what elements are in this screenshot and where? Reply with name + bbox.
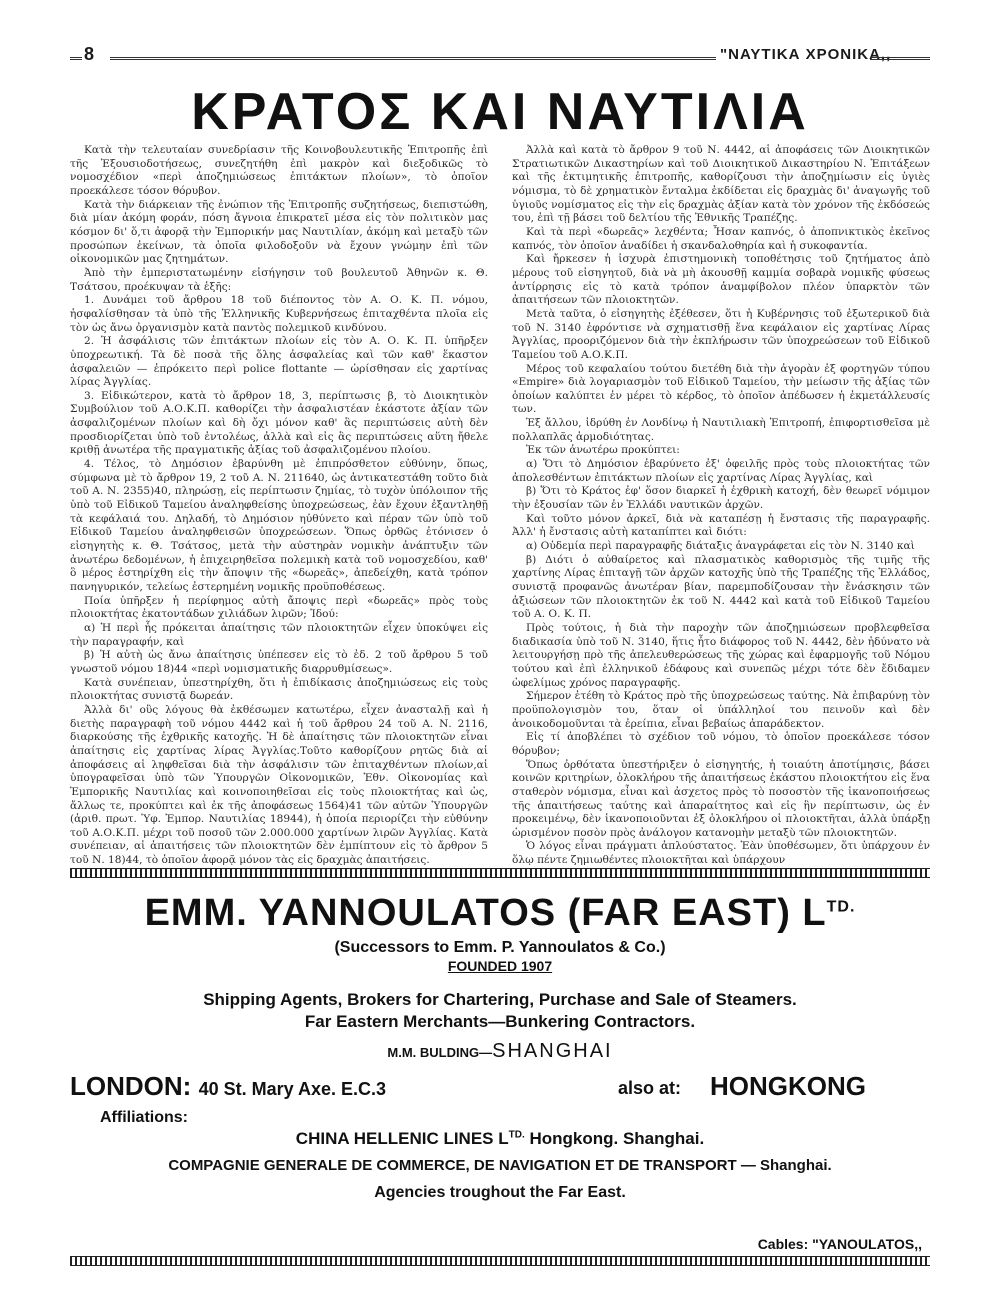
paragraph: β) Διότι ὁ αὐθαίρετος καὶ πλασματικὸς καθορισμὸς τῆς τιμῆς τῆς χαρτίνης Λίρας ἐπιταγῇ τῶν ἀρχῶν κατοχῆς ὑπὸ τῆς Τραπέζης τῆς Ἑλλάδος, συνιστᾷ προφανῶς ἀνωτέραν βίαν, παρεμποδίζουσαν τὴν ἔνάσκησιν τῶν ἀξιώσεων τῶν πλοιοκτητῶν ἐκ τοῦ Ν. 4442 καὶ κατὰ τοῦ Εἰδικοῦ Ταμείου τοῦ Α. Ο. Κ. Π. [512, 553, 930, 621]
ad-affiliation-1-suffix: TD. [508, 1129, 525, 1141]
ad-border-bottom [70, 1256, 930, 1266]
ad-services: Shipping Agents, Brokers for Chartering, Purchase and Sale of Steamers. [203, 990, 797, 1009]
ad-affiliations-label: Affiliations: [100, 1109, 188, 1126]
paragraph: α) Ἡ περὶ ἧς πρόκειται ἀπαίτησις τῶν πλοιοκτητῶν εἶχεν ὑποκύψει εἰς τὴν παραγραφήν, καὶ [70, 621, 488, 648]
paragraph: Εἰς τί ἀποβλέπει τὸ σχέδιον τοῦ νόμου, τὸ ὁποῖον προεκάλεσε τόσον θόρυβον; [512, 731, 930, 757]
paragraph: Κατὰ τὴν διάρκειαν τῆς ἐνώπιον τῆς Ἐπιτροπῆς συζητήσεως, διεπιστώθη, διὰ μίαν ἀκόμη φοράν, πόση ἄγνοια ἐπικρατεῖ μέσα εἰς τὸν πολιτικὸν μας κόσμον δι' ὅ,τι ἀφορᾷ τὴν Ἐμπορικήν μας Ναυτιλίαν, ἀκόμη καὶ μεταξὺ τῶν προσώπων ἐκείνων, τὰ ὁποῖα φιλοδοξοῦν νὰ ἔχουν γνώμην ἐπὶ τῶν οἰκονομικῶν μας ζητημάτων. [70, 198, 488, 266]
running-header [70, 40, 930, 76]
ad-hongkong: HONGKONG [710, 1071, 866, 1101]
header-rule-left [70, 57, 82, 60]
article-body [70, 144, 930, 950]
header-rule-middle [110, 57, 716, 60]
header-rule-right [870, 57, 930, 60]
paragraph: β) Ὅτι τὸ Κράτος ἐφ' ὅσον διαρκεῖ ἡ ἐχθρικὴ κατοχή, δὲν θεωρεῖ νόμιμον τὴν ἐξουσίαν τῶν ἐν Ἑλλάδι ναυτικῶν ἀρχῶν. [512, 485, 930, 512]
paragraph: Καὶ τοῦτο μόνον ἀρκεῖ, διὰ νὰ καταπέσῃ ἡ ἔνστασις τῆς παραγραφῆς. Ἀλλ' ἡ ἔνστασις αὐτὴ καταπίπτει καὶ διότι: [512, 512, 930, 539]
paragraph: β) Ἡ αὐτὴ ὡς ἄνω ἀπαίτησις ὑπέπεσεν εἰς τὸ ἐδ. 2 τοῦ ἄρθρου 5 τοῦ γνωστοῦ νόμου 18)44 «περὶ νομισματικῆς διαρρυθμίσεως». [70, 649, 488, 675]
paragraph: Ὁ λόγος εἶναι πράγματι ἁπλούστατος. Ἐὰν ὑποθέσωμεν, ὅτι ὑπάρχουν ἐν ὅλῳ πέντε ζημιωθέντες πλοιοκτῆται καὶ ὑπάρχουν [512, 840, 930, 867]
ad-london [70, 1071, 386, 1102]
paragraph: 2. Ἡ ἀσφάλισις τῶν ἐπιτάκτων πλοίων εἰς τὸν Α. Ο. Κ. Π. ὑπῆρξεν ὑποχρεωτική. Τὰ δὲ ποσὰ τῆς ὅλης ἀσφαλείας καὶ τῶν καθ' ἕκαστον ἀσφαλειῶν — ἐπρόκειτο περὶ police flottante — ὡρίσθησαν εἰς χαρτίνας λίρας Ἀγγλίας. [70, 335, 488, 389]
ad-also-at: also at: [618, 1078, 682, 1098]
ad-company-suffix: TD. [826, 898, 856, 916]
page-number: 8 [84, 44, 95, 64]
ad-company-text: EMM. YANNOULATOS (FAR EAST) L [144, 892, 827, 934]
paragraph: 1. Δυνάμει τοῦ ἄρθρου 18 τοῦ διέποντος τὸν Α. Ο. Κ. Π. νόμου, ἠσφαλίσθησαν τὰ ὑπὸ τῆς Ἑλληνικῆς Κυβερνήσεως ἐπιταχθέντα πλοῖα εἰς τὸν ὡς ἄνω ὀργανισμὸν κατὰ παντὸς πολεμικοῦ κινδύνου. [70, 294, 488, 334]
ad-body [70, 882, 930, 1252]
paragraph: Καὶ ἤρκεσεν ἡ ἰσχυρὰ ἐπιστημονικὴ τοποθέτησις τοῦ ζητήματος ἀπὸ μέρους τοῦ εἰσηγητοῦ, διὰ νὰ μὴ ἀκουσθῇ καμμία σοβαρὰ νομικῆς φύσεως ἀντίρρησις εἰς τὸ κατὰ τρόπον ἀναμφίβολον πλέον ὑπαρκτὸν τῶν ἀπαιτήσεων τῶν πλοιοκτητῶν. [512, 253, 930, 307]
right-column [512, 144, 930, 950]
ad-building-label: M.M. BULDING— [387, 1045, 493, 1060]
ad-cables: Cables: "YANOULATOS,, [757, 1236, 922, 1252]
article-title: ΚΡΑΤΟΣ ΚΑΙ ΝΑΥΤΙΛΙΑ [191, 83, 809, 141]
ad-building [70, 1040, 930, 1063]
paragraph: 4. Τέλος, τὸ Δημόσιον ἐβαρύνθη μὲ ἐπιπρόσθετον εὐθύνην, ὅπως, σύμφωνα μὲ τὸ ἄρθρον 19, 2 τοῦ Α. Ν. 211640, ὡς ἀντικατεστάθη τοῦτο διὰ τοῦ Α. Ν. 2355)40, πληρώσῃ, εἰς περίπτωσιν ζημίας, τὸ τυχὸν ὑπόλοιπον τῆς ὑπὸ τοῦ Εἰδικοῦ Ταμείου ἀναληφθείσης ὑποχρεώσεως, ἐὰν ἔχουν ἐξαντληθῇ τὰ κεφάλαιά του. Δηλαδή, τὸ Δημόσιον ηὐθύνετο καὶ πέραν τῶν ὑπὸ τοῦ Εἰδικοῦ Ταμείου ἀναληφθεισῶν ὑποχρεώσεων. Ὅπως ὀρθῶς ἐτόνισεν ὁ εἰσηγητὴς κ. Θ. Τσάτσος, μετὰ τὴν αὐστηρὰν νομικὴν ἀνάπτυξιν τῶν ἀνωτέρω δεδομένων, ἡ ἐπιχειρηθεῖσα πολεμικὴ κατὰ τοῦ νομοσχεδίου, καθ' ὃ μέρος ἐστηρίχθη εἰς τὴν ἄποψιν τῆς «δωρεᾶς», ἀπεδείχθη, κατὰ τρόπον πανηγυρικόν, τελείως ἐστερημένη νομικῆς προϋποθέσεως. [70, 458, 488, 593]
ad-affiliation-2: COMPAGNIE GENERALE DE COMMERCE, DE NAVIGATION ET DE TRANSPORT — Shanghai. [168, 1157, 832, 1174]
paragraph: Καὶ τὰ περὶ «δωρεᾶς» λεχθέντα; Ἦσαν καπνός, ὁ ἀποπνικτικὸς ἐκεῖνος καπνός, τὸν ὁποῖον ἀναδίδει ἡ σκανδαλοθηρία καὶ ἡ συκοφαντία. [512, 225, 930, 252]
paragraph: Κατὰ συνέπειαν, ὑπεστηρίχθη, ὅτι ἡ ἐπιδίκασις ἀποζημιώσεως εἰς τοὺς πλοιοκτήτας συνιστᾷ δωρεάν. [70, 676, 488, 703]
paragraph: Ποία ὑπῆρξεν ἡ περίφημος αὐτὴ ἄποψις περὶ «δωρεᾶς» πρὸς τοὺς πλοιοκτήτας ἑκατοντάδων χιλιάδων λιρῶν; Ἰδού: [70, 594, 488, 621]
ad-building-city: SHANGHAI [492, 1040, 613, 1062]
ad-merchants: Far Eastern Merchants—Bunkering Contractors. [304, 1012, 696, 1031]
left-column [70, 144, 488, 950]
paragraph: α) Οὐδεμία περὶ παραγραφῆς διάταξις ἀναγράφεται εἰς τὸν Ν. 3140 καὶ [526, 540, 915, 553]
ad-london-label: LONDON: [70, 1071, 192, 1101]
paragraph: Σήμερον ἐτέθη τὸ Κράτος πρὸ τῆς ὑποχρεώσεως ταύτης. Νὰ ἐπιβαρύνῃ τὸν προϋπολογισμὸν του, ὅταν οἱ ὑπάλληλοί του πεινοῦν καὶ δὲν ἀνοικοδομοῦνται τὰ ἐρείπια, εἶναι βεβαίως ἀπαράδεκτον. [512, 690, 930, 730]
ad-company-name [70, 892, 930, 935]
ad-affiliation-1-name: CHINA HELLENIC LINES L [295, 1129, 509, 1148]
paragraph: Πρὸς τούτοις, ἡ διὰ τὴν παροχὴν τῶν ἀποζημιώσεων προβλεφθεῖσα διαδικασία ὑπὸ τοῦ Ν. 3140, ἥτις ἦτο διάφορος τοῦ Ν. 4442, δὲν ἠδύνατο νὰ λειτουργήσῃ πρὸ τῆς ἀπελευθερώσεως τῆς χώρας καὶ ἐφαρμογῆς τοῦ Νόμου τούτου καὶ ἐπὶ ἑλληνικοῦ ἐδάφους καὶ συνεπῶς μέχρι τότε δὲν ἔδιδαμεν ὠφελίμως χρόνος παραγραφῆς. [512, 621, 930, 689]
paragraph: Μέρος τοῦ κεφαλαίου τούτου διετέθη διὰ τὴν ἀγορὰν ἐξ φορτηγῶν τύπου «Empire» διὰ λογαριασμὸν τοῦ Εἰδικοῦ Ταμείου, τὴν μείωσιν τῆς ἀξίας τῶν ὁποίων καλύπτει ἐν μέρει τὸ κέρδος, τὸ ὁποῖον ἀπέδωσεν ἡ ἐκμετάλλευσίς των. [512, 362, 930, 416]
paragraph: Ἀπὸ τὴν ἐμπεριστατωμένην εἰσήγησιν τοῦ βουλευτοῦ Ἀθηνῶν κ. Θ. Τσάτσου, προέκυψαν τὰ ἑξῆς: [70, 266, 488, 293]
ad-affiliation-1-places: Hongkong. Shanghai. [529, 1129, 705, 1148]
advertisement [70, 868, 930, 1266]
paragraph: α) Ὅτι τὸ Δημόσιον ἐβαρύνετο ἐξ' ὀφειλῆς πρὸς τοὺς πλοιοκτήτας τῶν ἀπολεσθέντων ἐπιτάκτων πλοίων εἰς χαρτίνας Λίρας Ἀγγλίας, καὶ [512, 458, 930, 484]
paragraph: Ἀλλὰ καὶ κατὰ τὸ ἄρθρον 9 τοῦ Ν. 4442, αἱ ἀποφάσεις τῶν Διοικητικῶν Στρατιωτικῶν Δικαστηρίων καὶ τοῦ Διοικητικοῦ Δικαστηρίου Ν. Ἐπιτάξεων καὶ τῆς ἐκτιμητικῆς ἐπιτροπῆς, καθορίζουσι τὴν ἀποζημίωσιν εἰς ὑγιὲς νόμισμα, τὸ δὲ χρηματικὸν ἔνταλμα ἐκδίδεται εἰς δραχμὰς δι' ἀναγωγῆς τοῦ ὑγιοῦς νομίσματος εἰς τὴν εἰς δραχμὰς ἀξίαν κατὰ τὸν χρόνον τῆς ἐκδόσεώς του, ἐπὶ τῇ βάσει τοῦ δελτίου τῆς Ἐθνικῆς Τραπέζης. [512, 144, 930, 225]
ad-founded: FOUNDED 1907 [447, 958, 553, 974]
ad-affiliation-1 [70, 1129, 930, 1149]
paragraph: Κατὰ τὴν τελευταίαν συνεδρίασιν τῆς Κοινοβουλευτικῆς Ἐπιτροπῆς ἐπὶ τῆς Ἐξουσιοδοτήσεως, συνεζητήθη ἐπὶ μακρὸν καὶ διεξοδικῶς τὸ νομοσχέδιον «περὶ ἀποζημιώσεως ἐπιτάκτων πλοίων», τὸ ὁποῖον προεκάλεσε τόσον θόρυβον. [70, 144, 488, 197]
paragraph: Ὅπως ὀρθότατα ὑπεστήριξεν ὁ εἰσηγητής, ἡ τοιαύτη ἀποτίμησις, βάσει κοινῶν κριτηρίων, ὁλοκλήρου τῆς ἀπαιτήσεως ἑκάστου πλοιοκτήτου εἰς ἕνα σταθερὸν νόμισμα, εἶναι καὶ ἀσχετος πρὸς τὸ ποσοστὸν τῆς ἱκανοποιήσεως τῆς ἀπαιτήσεως ταύτης καὶ ἀπαραίτητος καὶ εἰς ἣν περίπτωσιν, ὡς ἐν προκειμένῳ, δὲν ἱκανοποιοῦνται ἐξ ὁλοκλήρου οἱ πλοιοκτῆται, ἀλλὰ ὑπάρξῃ ὡρισμένον ποσὸν πρὸς ἀνάλογον κατανομὴν μεταξὺ τῶν πλοιοκτητῶν. [512, 758, 930, 839]
ad-offices [70, 1071, 930, 1107]
paragraph: Ἐκ τῶν ἀνωτέρω προκύπτει: [526, 444, 680, 457]
ad-london-address: 40 St. Mary Axe. E.C.3 [198, 1079, 386, 1099]
publication-name: "ΝΑΥΤΙΚΑ ΧΡΟΝΙΚΑ,, [720, 46, 892, 63]
ad-successors: (Successors to Emm. P. Yannoulatos & Co.) [334, 939, 666, 956]
paragraph: 3. Εἰδικώτερον, κατὰ τὸ ἄρθρον 18, 3, περίπτωσις β, τὸ Διοικητικὸν Συμβούλιον τοῦ Α.Ο.Κ.Π. καθορίζει τὴν ἀσφαλιστέαν ἑκάστοτε ἀξίαν τῶν ἀσφαλιζομένων πλοίων καὶ δὴ ὄχι μόνον καθ' ἃς περιπτώσεις αὐτὴ δὲν προσδιορίζεται ὑπὸ τοῦ ἐντολέως, ἀλλὰ καὶ εἰς ἃς περιπτώσεις αὕτη ἤθελε κριθῇ ἀνωτέρα τῆς πραγματικῆς ἀξίας τοῦ ἀσφαλιζομένου πλοίου. [70, 389, 488, 457]
newspaper-page [70, 40, 930, 950]
ad-agencies: Agencies troughout the Far East. [374, 1184, 626, 1201]
paragraph: Μετὰ ταῦτα, ὁ εἰσηγητὴς ἐξέθεσεν, ὅτι ἡ Κυβέρνησις τοῦ ἐξωτερικοῦ διὰ τοῦ Ν. 3140 ἐφρόντισε νὰ σχηματισθῇ ἕνα κεφάλαιον εἰς χαρτίνας Λίρας Ἀγγλίας, προοριζόμενον διὰ τὴν ἐκπλήρωσιν τῶν ὑποχρεώσεων τοῦ Εἰδικοῦ Ταμείου τοῦ Α.Ο.Κ.Π. [512, 307, 930, 361]
paragraph: Ἀλλὰ δι' οὓς λόγους θὰ ἐκθέσωμεν κατωτέρω, εἶχεν ἀνασταλῇ καὶ ἡ διετὴς παραγραφὴ τοῦ νόμου 4442 καὶ ἡ τοῦ ἄρθρου 24 τοῦ Α. Ν. 2116, διαρκούσης τῆς ἐχθρικῆς κατοχῆς. Ἡ δὲ ἀπαίτησις τῶν πλοιοκτητῶν εἶναι ἀπαίτησις εἰς χαρτίνας λίρας Ἀγγλίας.Τοῦτο καθορίζουν ρητῶς διὰ αἱ ἀποφάσεις αἱ ληφθεῖσαι διὰ τὴν ἀσφάλισιν τῶν ἐπιταχθέντων πλοίων,αἱ ὑπογραφεῖσαι ὑπὸ τῶν Ὑπουργῶν Οἰκονομικῶν, Ἐθν. Οἰκονομίας καὶ Ἐμπορικῆς Ναυτιλίας καὶ κοινοποιηθεῖσαι εἰς τοὺς πλοιοκτήτας καὶ ὡς, ἄλλως τε, προκύπτει καὶ ἐκ τῆς ἀποφάσεως 1564)41 τῶν αὐτῶν Ὑπουργῶν (ἀριθ. πρωτ. Ὑφ. Ἐμπορ. Ναυτιλίας 18944), ἡ ὁποία περιορίζει τὴν εὐθύνην τοῦ Α.Ο.Κ.Π. μέχρι τοῦ ποσοῦ τῶν 2.000.000 χαρτίνων λιρῶν Ἀγγλίας. Κατὰ συνέπειαν, αἱ ἀπαιτήσεις τῶν πλοιοκτητῶν δὲν ἐμπίπτουν εἰς τὸ ἄρθρον 5 τοῦ Ν. 18)44, τὸ ὁποῖον ἀφορᾷ μόνον τὰς εἰς δραχμὰς ἀπαιτήσεις. [70, 703, 488, 867]
ad-border-top [70, 868, 930, 878]
paragraph: Ἐξ ἄλλου, ἱδρύθη ἐν Λονδίνῳ ἡ Ναυτιλιακὴ Ἐπιτροπή, ἐπιφορτισθεῖσα μὲ πολλαπλᾶς ἁρμοδιότητας. [512, 417, 930, 443]
